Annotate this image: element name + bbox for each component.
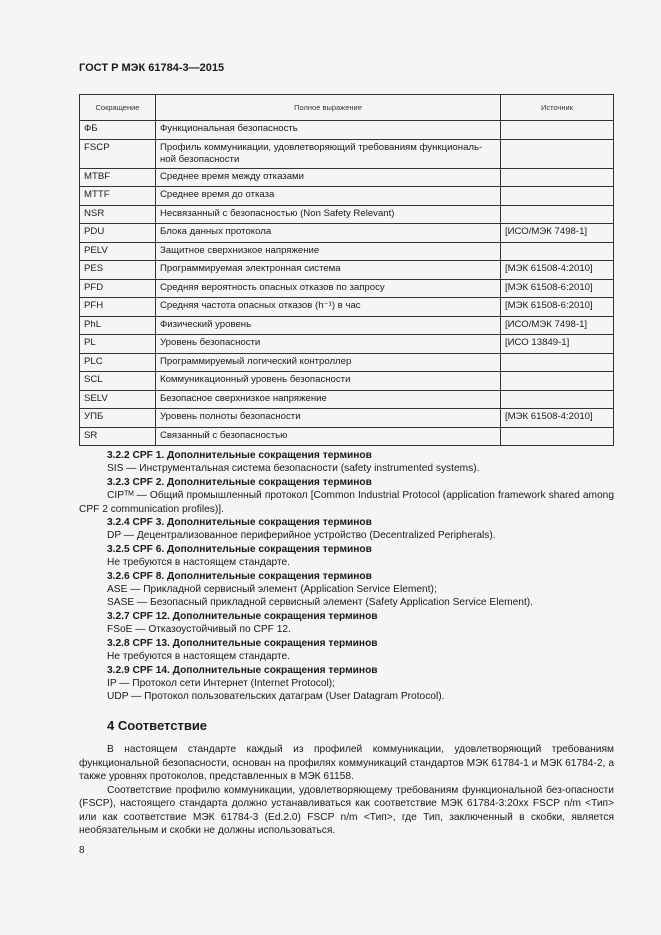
source-cell [501, 353, 614, 372]
subsection-heading: 3.2.7 CPF 12. Дополнительные сокращения терминов [107, 610, 378, 622]
full-expression-cell: Среднее время между отказами [156, 168, 501, 187]
subsection-heading: 3.2.2 CPF 1. Дополнительные сокращения терминов [107, 450, 372, 461]
source-cell [501, 372, 614, 391]
abbr-cell: ФБ [80, 121, 156, 140]
full-expression-cell: Блока данных протокола [156, 224, 501, 243]
table-row [80, 224, 614, 243]
source-cell: [МЭК 61508-4:2010] [501, 261, 614, 280]
source-cell: [МЭК 61508-6:2010] [501, 279, 614, 298]
table-row [80, 121, 614, 140]
full-expression-cell: Программируемый логический контроллер [156, 353, 501, 372]
abbr-cell: MTBF [80, 168, 156, 187]
source-cell: [ИСО/МЭК 7498-1] [501, 224, 614, 243]
table-row [80, 335, 614, 354]
full-expression-cell: Профиль коммуникации, удовлетворяющий требованиям функциональ-ной безопасности [156, 139, 501, 168]
table-row [80, 187, 614, 206]
source-cell [501, 205, 614, 224]
paragraph: В настоящем стандарте каждый из профилей коммуникации, удовлетворяющий требованиям функциональной безопасности, основан на профилях коммуникаций стандартов МЭК 61784-1 и МЭК 61784-2, а также уровнях протоколов, представленных в МЭК 61158. [79, 744, 614, 782]
table-row [80, 261, 614, 280]
source-cell: [МЭК 61508-6:2010] [501, 298, 614, 317]
table-row [80, 242, 614, 261]
abbr-cell: FSCP [80, 139, 156, 168]
table-row [80, 353, 614, 372]
abbreviation-definition: SIS — Инструментальная система безопасности (safety instrumented systems). [107, 463, 480, 475]
abbreviation-definition: IP — Протокол сети Интернет (Internet Protocol); [107, 677, 335, 689]
abbr-cell: SCL [80, 372, 156, 391]
abbreviation-definition: DP — Децентрализованное периферийное устройство (Decentralized Peripherals). [107, 530, 496, 542]
subsection-heading: 3.2.3 CPF 2. Дополнительные сокращения терминов [107, 476, 372, 488]
source-cell [501, 187, 614, 206]
table-row [80, 298, 614, 317]
abbreviations-table [79, 94, 614, 446]
abbr-cell: SELV [80, 390, 156, 409]
source-cell: [ИСО/МЭК 7498-1] [501, 316, 614, 335]
full-expression-cell: Уровень полноты безопасности [156, 409, 501, 428]
subsection-heading: 3.2.4 CPF 3. Дополнительные сокращения терминов [107, 517, 372, 529]
abbreviation-definition: ASE — Прикладной сервисный элемент (Application Service Element); [107, 584, 437, 596]
abbr-cell: SR [80, 427, 156, 446]
subsection-heading: 3.2.8 CPF 13. Дополнительные сокращения терминов [107, 637, 378, 649]
abbreviation-definition: SASE — Безопасный прикладной сервисный элемент (Safety Application Service Element). [107, 597, 534, 609]
column-header-full: Полное выражение [156, 95, 501, 121]
table-header-row [80, 95, 614, 121]
column-header-abbr: Сокращение [80, 95, 156, 121]
full-expression-cell: Среднее время до отказа [156, 187, 501, 206]
full-expression-cell: Средняя вероятность опасных отказов по запросу [156, 279, 501, 298]
paragraph: Соответствие профилю коммуникации, удовлетворяющему требованиям функциональной без-опасности (FSCP), настоящего стандарта должно устанавливаться как соответствие МЭК 61784-3:20xx FSCP n/m <Тип> или как соответствие МЭК 61784-3 (Ed.2.0) FSCP n/m <Тип>, где Тип, заключенный в скобки, является необязательным и скобки не должны использоваться. [79, 784, 614, 836]
full-expression-cell: Функциональная безопасность [156, 121, 501, 140]
full-expression-cell: Физический уровень [156, 316, 501, 335]
abbr-cell: MTTF [80, 187, 156, 206]
page-number: 8 [79, 845, 85, 856]
table-row [80, 205, 614, 224]
table-row [80, 279, 614, 298]
full-expression-cell: Несвязанный с безопасностью (Non Safety Relevant) [156, 205, 501, 224]
full-expression-cell: Связанный с безопасностью [156, 427, 501, 446]
subsection-heading: 3.2.5 CPF 6. Дополнительные сокращения терминов [107, 543, 372, 555]
document-title: ГОСТ Р МЭК 61784-3—2015 [79, 62, 225, 74]
source-cell: [МЭК 61508-4:2010] [501, 409, 614, 428]
source-cell [501, 121, 614, 140]
table-row [80, 316, 614, 335]
source-cell [501, 242, 614, 261]
abbreviation-definition: CIPᵀᴹ — Общий промышленный протокол [Common Industrial Protocol (application framework shared among CPF 2 communication profiles)]. [79, 490, 614, 515]
abbr-cell: PES [80, 261, 156, 280]
abbr-cell: PL [80, 335, 156, 354]
abbr-cell: NSR [80, 205, 156, 224]
abbr-cell: PFH [80, 298, 156, 317]
abbreviation-definition: Не требуются в настоящем стандарте. [107, 651, 291, 663]
table-row [80, 427, 614, 446]
abbreviation-definition: Не требуются в настоящем стандарте. [107, 557, 291, 569]
subsection-heading: 3.2.9 CPF 14. Дополнительные сокращения терминов [107, 664, 378, 676]
column-header-source: Источник [501, 95, 614, 121]
section-heading: 4 Соответствие [107, 718, 208, 733]
conformance-body [79, 743, 614, 838]
source-cell [501, 139, 614, 168]
table-row [80, 139, 614, 168]
abbreviation-sections [79, 449, 614, 704]
abbr-cell: PELV [80, 242, 156, 261]
source-cell [501, 168, 614, 187]
abbreviation-definition: FSoE — Отказоустойчивый по CPF 12. [107, 624, 291, 636]
full-expression-cell: Уровень безопасности [156, 335, 501, 354]
full-expression-cell: Программируемая электронная система [156, 261, 501, 280]
table-row [80, 409, 614, 428]
full-expression-cell: Коммуникационный уровень безопасности [156, 372, 501, 391]
full-expression-cell: Безопасное сверхнизкое напряжение [156, 390, 501, 409]
source-cell [501, 390, 614, 409]
abbr-cell: PLC [80, 353, 156, 372]
table-row [80, 390, 614, 409]
source-cell [501, 427, 614, 446]
full-expression-cell: Защитное сверхнизкое напряжение [156, 242, 501, 261]
full-expression-cell: Средняя частота опасных отказов (h⁻¹) в час [156, 298, 501, 317]
table-row [80, 168, 614, 187]
abbreviation-definition: UDP — Протокол пользовательских датаграм (User Datagram Protocol). [107, 691, 445, 703]
abbr-cell: PFD [80, 279, 156, 298]
abbr-cell: PDU [80, 224, 156, 243]
abbr-cell: УПБ [80, 409, 156, 428]
source-cell: [ИСО 13849-1] [501, 335, 614, 354]
abbr-cell: PhL [80, 316, 156, 335]
subsection-heading: 3.2.6 CPF 8. Дополнительные сокращения терминов [107, 570, 372, 582]
table-row [80, 372, 614, 391]
